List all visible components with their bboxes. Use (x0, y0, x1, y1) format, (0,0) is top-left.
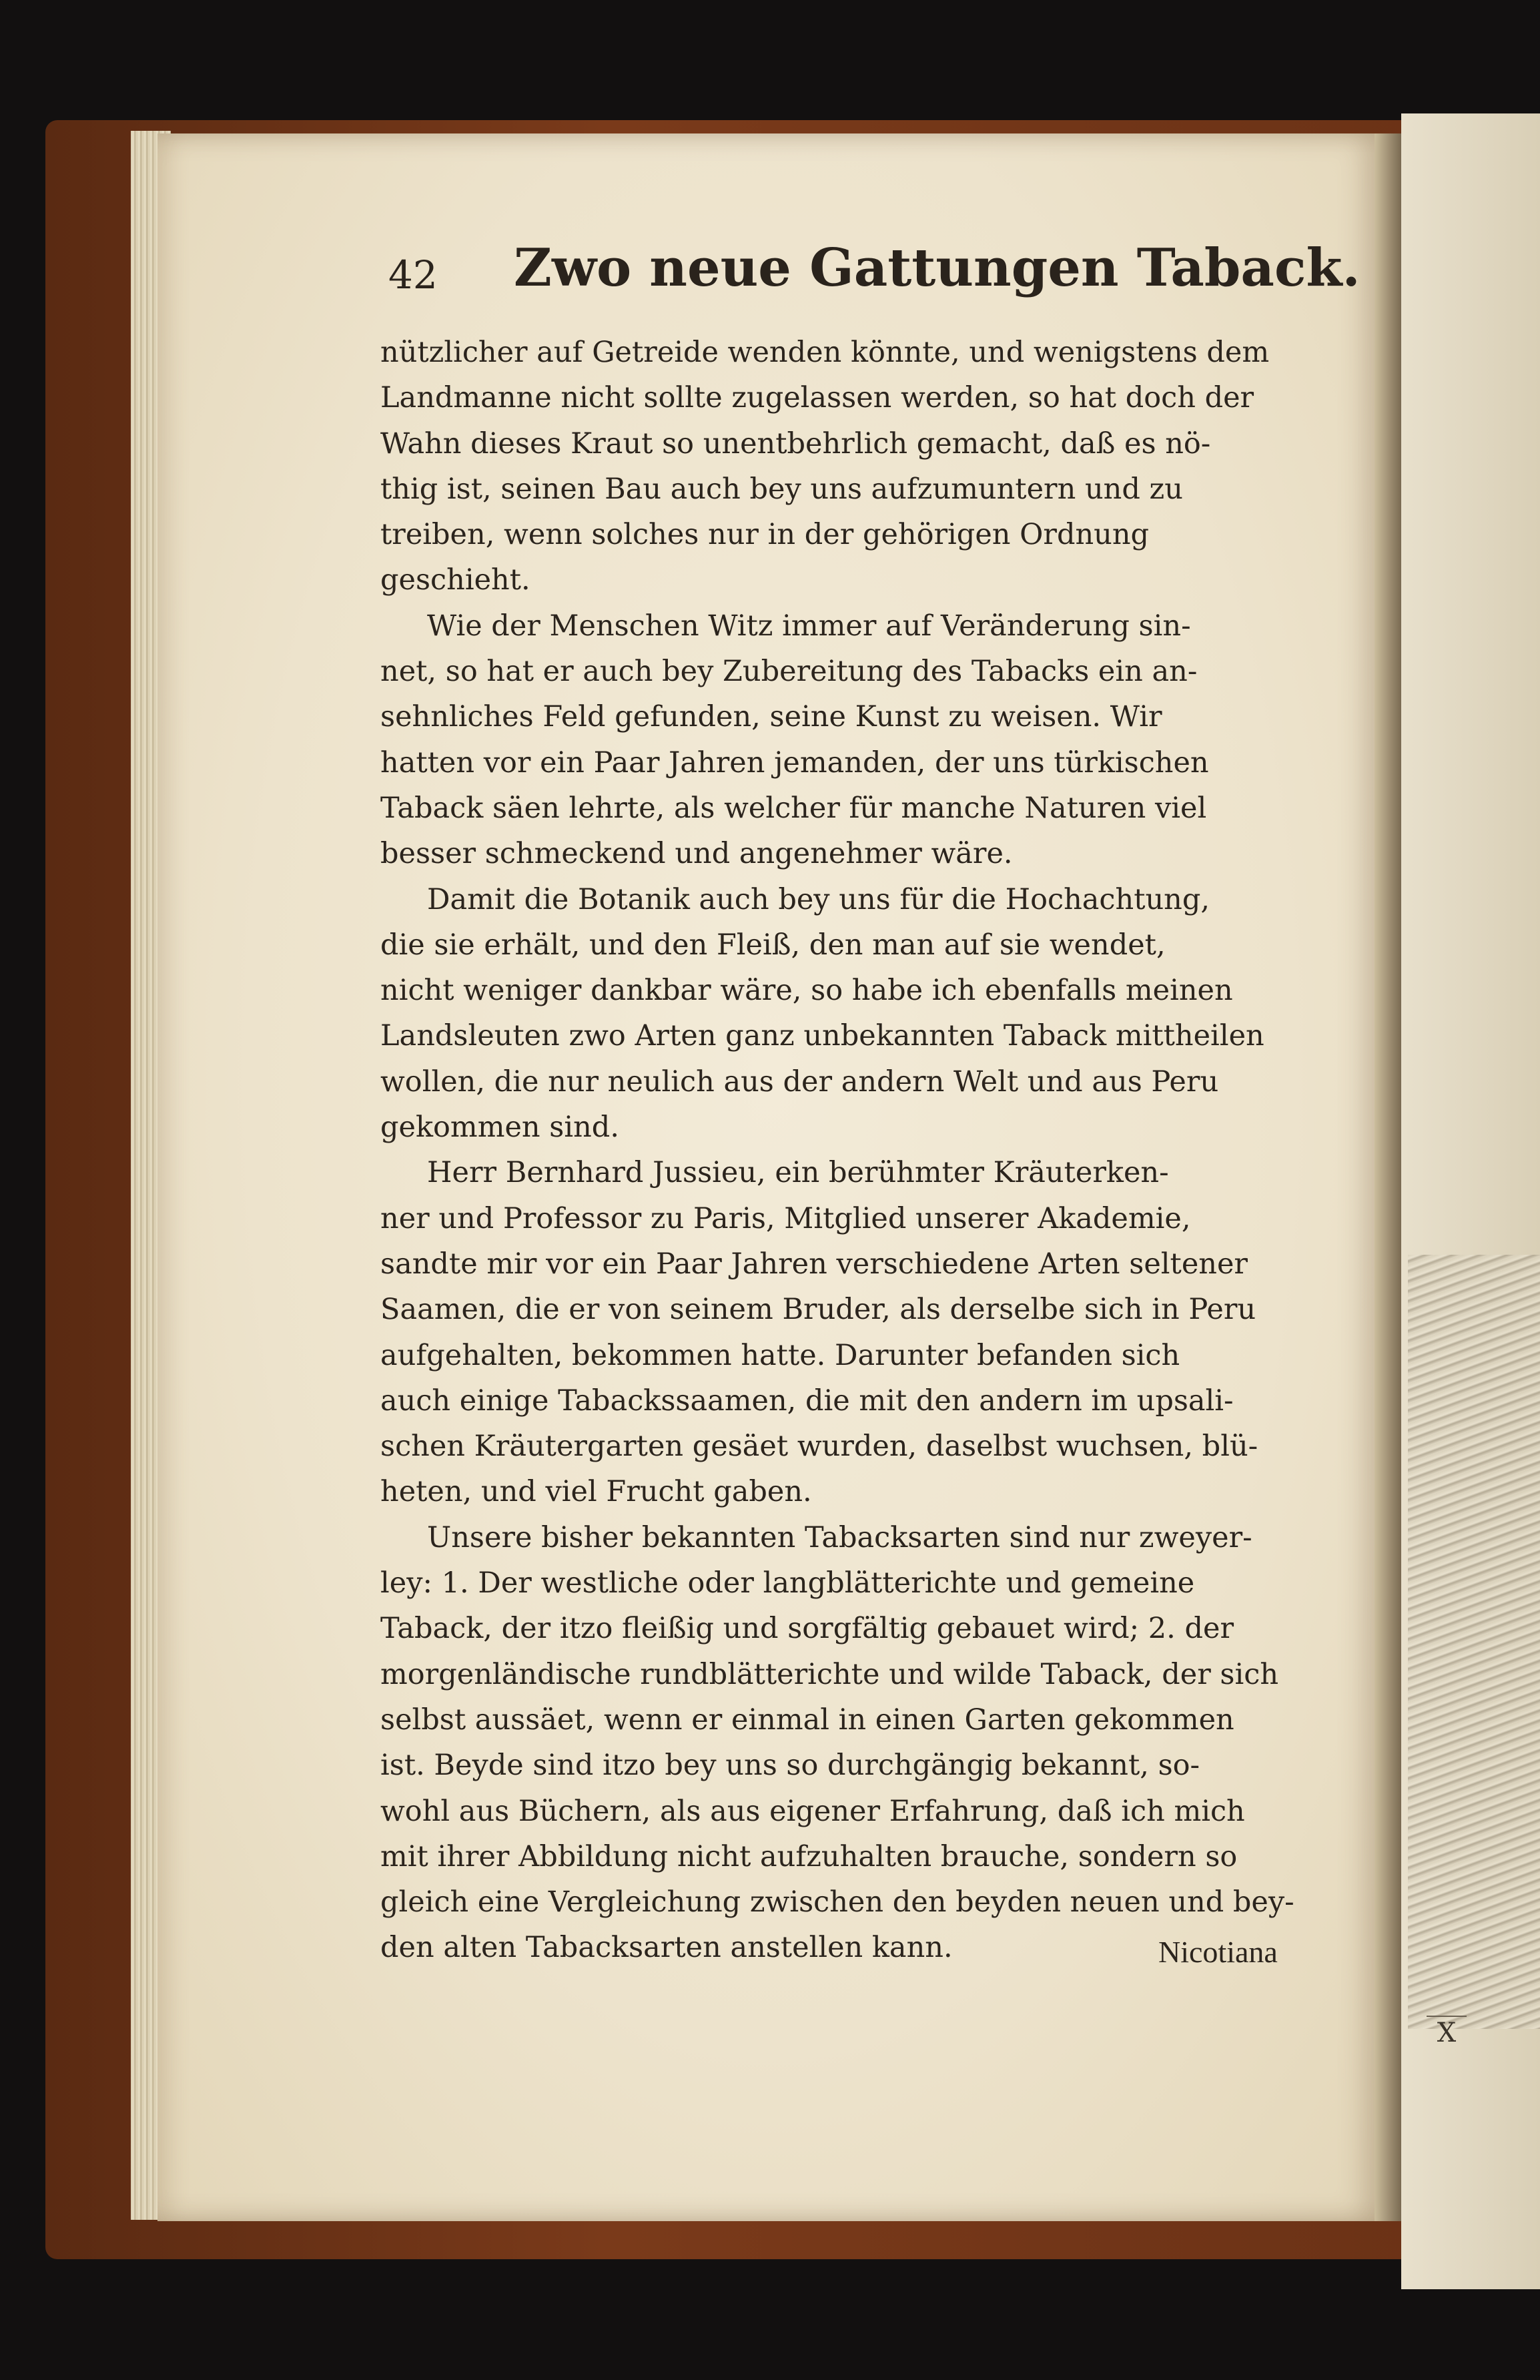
text-line: Herr Bernhard Jussieu, ein berühmter Kräuterken- (427, 1156, 1169, 1190)
text-line: hatten vor ein Paar Jahren jemanden, der uns türkischen (380, 746, 1209, 780)
text-line: wohl aus Büchern, als aus eigener Erfahrung, daß ich mich (380, 1794, 1245, 1828)
text-line: gleich eine Vergleichung zwischen den beyden neuen und bey- (380, 1885, 1294, 1919)
running-title: Zwo neue Gattungen Taback. (514, 238, 1361, 298)
page-gutter (1375, 133, 1401, 2221)
text-line: ist. Beyde sind itzo bey uns so durchgängig bekannt, so- (380, 1749, 1200, 1783)
text-line: selbst aussäet, wenn er einmal in einen Garten gekommen (380, 1703, 1234, 1737)
text-line: besser schmeckend und angenehmer wäre. (380, 837, 1013, 871)
page-number: 42 (388, 252, 438, 298)
text-line: gekommen sind. (380, 1111, 619, 1145)
text-line: Wie der Menschen Witz immer auf Veränderung sin- (427, 609, 1191, 643)
text-line: nützlicher auf Getreide wenden könnte, und wenigstens dem (380, 336, 1270, 369)
text-line: Unsere bisher bekannten Tabacksarten sind nur zweyer- (427, 1520, 1252, 1554)
text-line: sandte mir vor ein Paar Jahren verschiedene Arten seltener (380, 1247, 1248, 1281)
text-line: schen Kräutergarten gesäet wurden, daselbst wuchsen, blü- (380, 1430, 1258, 1464)
text-line: aufgehalten, bekommen hatte. Darunter befanden sich (380, 1338, 1180, 1372)
text-line: Damit die Botanik auch bey uns für die Hochachtung, (427, 882, 1210, 916)
text-line: Landmanne nicht sollte zugelassen werden, so hat doch der (380, 381, 1254, 415)
text-line: sehnliches Feld gefunden, seine Kunst zu weisen. Wir (380, 700, 1162, 734)
catchword: Nicotiana (1158, 1935, 1278, 1969)
text-line: thig ist, seinen Bau auch bey uns aufzumuntern und zu (380, 472, 1183, 506)
text-line: geschieht. (380, 563, 530, 597)
text-line: Landsleuten zwo Arten ganz unbekannten Taback mittheilen (380, 1019, 1264, 1053)
body-text (380, 330, 1328, 1971)
text-line: morgenländische rundblätterichte und wilde Taback, der sich (380, 1657, 1279, 1691)
text-line: Saamen, die er von seinem Bruder, als derselbe sich in Peru (380, 1293, 1256, 1327)
text-line: den alten Tabacksarten anstellen kann. (380, 1931, 953, 1965)
text-line: net, so hat er auch bey Zubereitung des Tabacks ein an- (380, 655, 1198, 689)
text-line: die sie erhält, und den Fleiß, den man auf sie wendet, (380, 928, 1166, 962)
text-line: mit ihrer Abbildung nicht aufzuhalten brauche, sondern so (380, 1839, 1238, 1873)
text-line: nicht weniger dankbar wäre, so habe ich ebenfalls meinen (380, 974, 1233, 1008)
text-line: heten, und viel Frucht gaben. (380, 1475, 812, 1509)
plate-illustration-fragment (1408, 1255, 1540, 2029)
plate-mark: X (1427, 2016, 1467, 2049)
text-line: wollen, die nur neulich aus der andern Welt und aus Peru (380, 1065, 1219, 1099)
text-line: Wahn dieses Kraut so unentbehrlich gemacht, daß es nö- (380, 426, 1211, 461)
text-line: ner und Professor zu Paris, Mitglied unserer Akademie, (380, 1201, 1191, 1235)
text-line: Taback säen lehrte, als welcher für manche Naturen viel (380, 791, 1207, 825)
text-line: auch einige Tabackssaamen, die mit den andern im upsali- (380, 1384, 1234, 1418)
text-line: Taback, der itzo fleißig und sorgfältig gebauet wird; 2. der (380, 1612, 1234, 1646)
text-line: ley: 1. Der westliche oder langblätterichte und gemeine (380, 1566, 1195, 1600)
text-line: treiben, wenn solches nur in der gehörigen Ordnung (380, 518, 1150, 552)
